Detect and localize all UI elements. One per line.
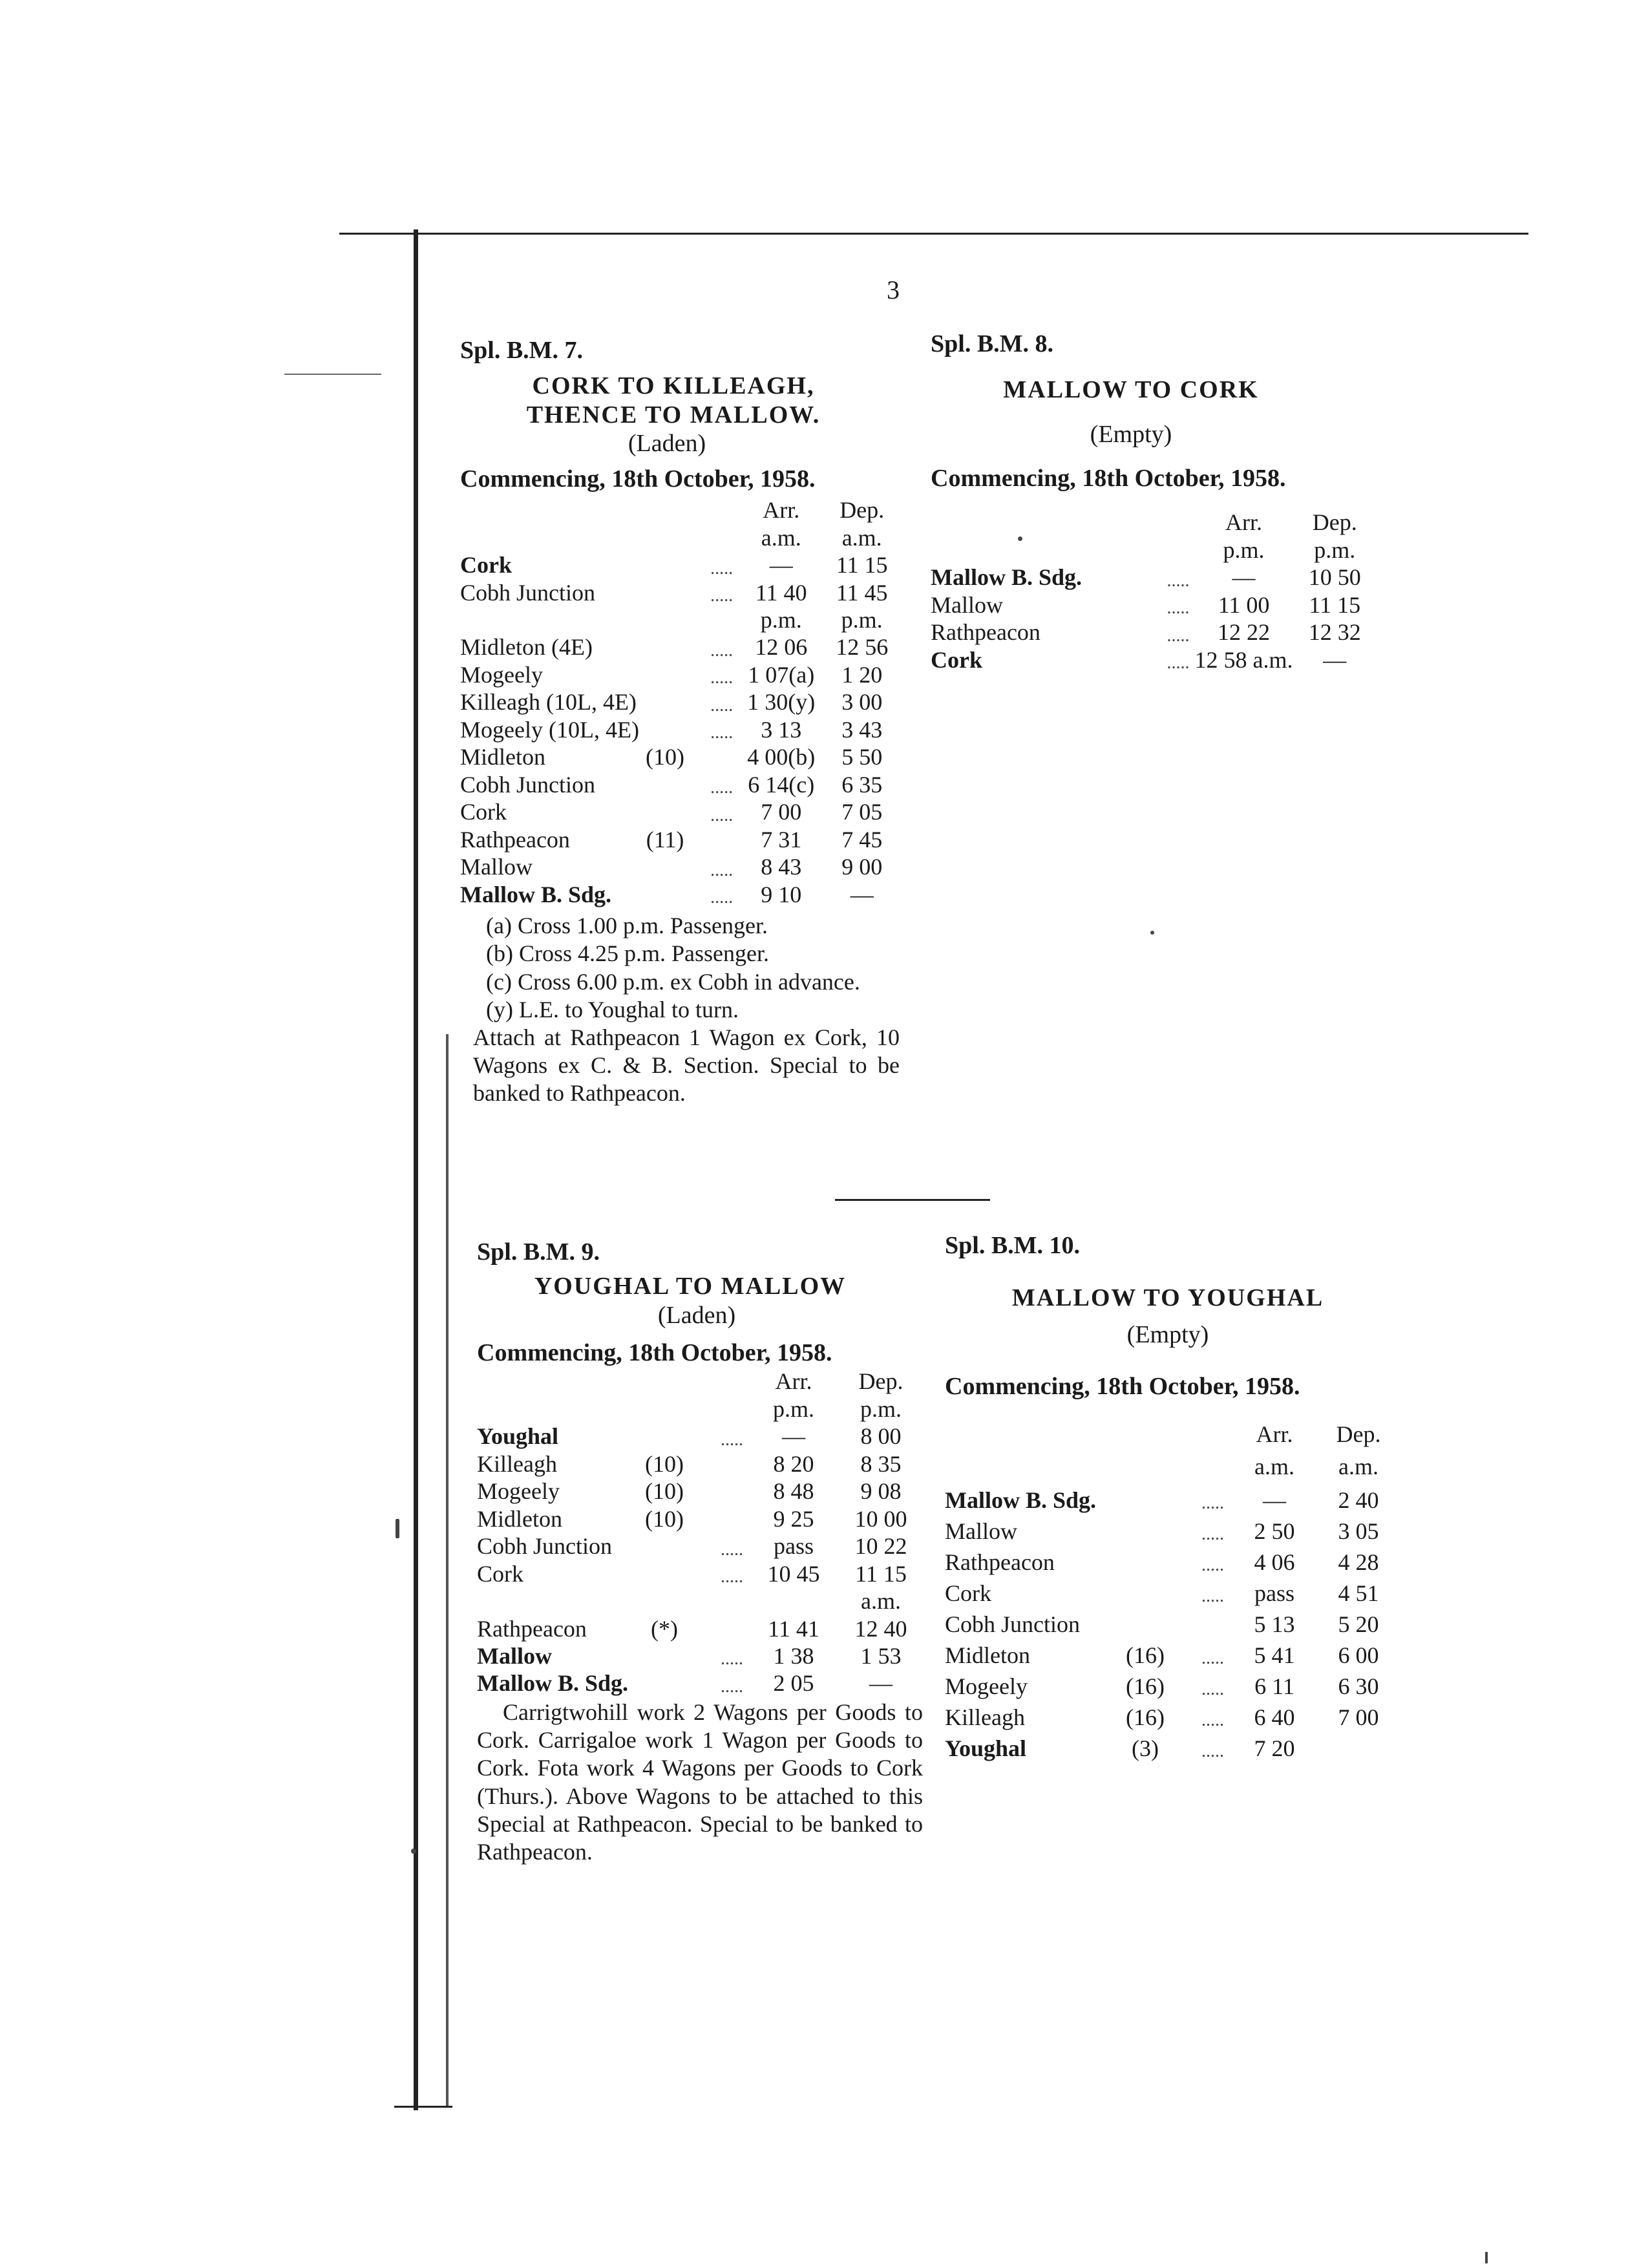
arr-time: 7 31 xyxy=(761,826,802,853)
leader-dots: ..... xyxy=(710,585,734,606)
arr-time xyxy=(748,1587,839,1615)
table-row xyxy=(945,1638,1397,1669)
station-name: Midleton xyxy=(477,1505,562,1532)
dep-time: 4 51 xyxy=(1338,1580,1379,1606)
dep-time: 9 08 xyxy=(860,1478,902,1505)
dep-time: 1 20 xyxy=(841,661,883,688)
column-header-row xyxy=(477,1368,923,1395)
station-ref xyxy=(1124,591,1137,619)
dep-unit: p.m. xyxy=(1314,536,1356,563)
station-ref: (3) xyxy=(1132,1735,1159,1761)
arr-time: pass xyxy=(774,1533,814,1560)
arr-time: 1 30(y) xyxy=(747,689,816,715)
dep-time: 6 00 xyxy=(1338,1642,1379,1668)
station-ref xyxy=(1124,619,1137,646)
dep-time: 12 40 xyxy=(854,1615,907,1642)
unit-row xyxy=(931,536,1377,564)
timetable xyxy=(477,1368,923,1697)
dep-time xyxy=(1320,1731,1397,1762)
table-row xyxy=(477,1587,923,1615)
dep-time: 11 45 xyxy=(836,579,888,606)
station-ref xyxy=(1124,564,1137,591)
arr-time: 10 45 xyxy=(767,1560,820,1587)
page-number: 3 xyxy=(887,275,900,304)
station-ref xyxy=(639,633,691,661)
leader-dots: ..... xyxy=(710,695,734,715)
station-ref: (10) xyxy=(645,1450,684,1477)
arr-time: 1 07(a) xyxy=(748,661,815,688)
left-margin-rule-inner xyxy=(446,1034,449,2107)
arr-unit: a.m. xyxy=(1254,1453,1294,1479)
arr-time: 4 06 xyxy=(1254,1549,1295,1575)
station-ref: (10) xyxy=(645,1478,684,1505)
unit-row xyxy=(460,524,900,551)
table-row xyxy=(460,826,900,853)
section-bm9 xyxy=(477,1238,929,1866)
dep-time: 3 00 xyxy=(841,689,883,715)
dep-time: 7 05 xyxy=(841,799,883,825)
commencing-date: Commencing, 18th October, 1958. xyxy=(477,1339,832,1367)
dep-time: 3 43 xyxy=(841,716,883,743)
arr-unit: p.m. xyxy=(772,1395,814,1422)
station-name: Rathpeacon xyxy=(460,826,570,853)
arr-time: — xyxy=(1263,1487,1286,1513)
note-line: (a) Cross 1.00 p.m. Passenger. xyxy=(486,913,768,939)
leader-dots: ..... xyxy=(1167,625,1190,646)
station-name: Mallow xyxy=(477,1643,552,1669)
dep-time: 8 00 xyxy=(860,1423,902,1450)
arr-time: 6 40 xyxy=(1254,1704,1295,1730)
arr-header: Arr. xyxy=(775,1368,812,1395)
table-row xyxy=(460,716,900,743)
commencing-date: Commencing, 18th October, 1958. xyxy=(460,465,816,493)
dep-time: 6 35 xyxy=(841,771,883,798)
section-bm10 xyxy=(945,1231,1436,1762)
station-name: Cork xyxy=(460,799,507,825)
arr-time: 12 58 a.m. xyxy=(1194,646,1293,673)
scan-speck xyxy=(411,1849,416,1854)
station-name xyxy=(477,1587,632,1615)
leader-dots: ..... xyxy=(1201,1710,1224,1731)
table-row xyxy=(477,1505,923,1532)
section-code: Spl. B.M. 10. xyxy=(945,1232,1081,1259)
station-name: Rathpeacon xyxy=(477,1615,587,1642)
table-row xyxy=(945,1700,1397,1731)
commencing-date: Commencing, 18th October, 1958. xyxy=(945,1373,1300,1401)
arr-header: Arr. xyxy=(1225,509,1263,536)
leader-dots: ..... xyxy=(1201,1493,1224,1514)
leader-dots: ..... xyxy=(1167,653,1190,673)
dep-header: Dep. xyxy=(1336,1421,1381,1447)
station-name: Cobh Junction xyxy=(477,1533,613,1560)
leader-dots: ..... xyxy=(1201,1679,1224,1700)
table-row xyxy=(460,579,900,606)
leader-dots: ..... xyxy=(721,1567,743,1587)
table-row xyxy=(460,606,900,633)
table-row xyxy=(945,1576,1397,1607)
arr-time: 8 48 xyxy=(773,1478,814,1505)
dep-time: 8 35 xyxy=(860,1450,902,1477)
section-code: Spl. B.M. 7. xyxy=(460,337,584,364)
arr-time: 2 05 xyxy=(773,1670,814,1697)
station-name: Cobh Junction xyxy=(945,1611,1081,1637)
section-title xyxy=(931,376,1331,405)
station-name: Mallow xyxy=(931,591,1003,618)
arr-unit: a.m. xyxy=(761,524,801,551)
station-name: Mogeely xyxy=(460,661,543,688)
station-name: Youghal xyxy=(945,1735,1027,1761)
section-title-line: THENCE TO MALLOW. xyxy=(526,401,821,429)
arr-header: Arr. xyxy=(1256,1421,1293,1447)
station-name: Cork xyxy=(931,646,982,673)
leader-dots: ..... xyxy=(1201,1555,1224,1576)
column-header-row xyxy=(460,496,900,524)
dep-time: 5 20 xyxy=(1338,1611,1379,1637)
station-name: Midleton xyxy=(460,744,545,770)
station-ref xyxy=(1119,1545,1171,1576)
table-row xyxy=(945,1731,1397,1762)
section-title xyxy=(434,372,913,430)
station-name: Mogeely xyxy=(945,1673,1028,1699)
station-name: Mallow B. Sdg. xyxy=(931,564,1083,591)
station-ref: (10) xyxy=(646,744,685,770)
station-name xyxy=(460,606,639,633)
dep-time: a.m. xyxy=(861,1588,901,1615)
station-name: Cork xyxy=(945,1580,991,1606)
arr-time: 3 13 xyxy=(761,716,802,743)
station-ref xyxy=(1119,1480,1171,1514)
arr-time: 12 22 xyxy=(1218,619,1271,646)
arr-time: 9 25 xyxy=(773,1505,814,1532)
table-row xyxy=(477,1423,923,1450)
station-name: Midleton xyxy=(945,1642,1030,1668)
arr-time: 1 38 xyxy=(773,1643,814,1669)
section-divider xyxy=(835,1199,990,1201)
leader-dots: ..... xyxy=(1167,570,1190,591)
unit-row xyxy=(945,1448,1397,1480)
timetable xyxy=(945,1415,1397,1762)
station-name: Cork xyxy=(460,552,512,578)
note-line: (b) Cross 4.25 p.m. Passenger. xyxy=(486,940,769,967)
leader-dots: ..... xyxy=(721,1429,743,1450)
dep-unit: a.m. xyxy=(1338,1453,1379,1479)
dep-time: 11 15 xyxy=(836,552,888,578)
leader-dots: ..... xyxy=(710,778,734,798)
table-row xyxy=(477,1560,923,1587)
arr-header: Arr. xyxy=(763,497,800,524)
station-ref: (16) xyxy=(1126,1673,1165,1699)
table-row xyxy=(460,743,900,770)
table-row xyxy=(477,1615,923,1642)
station-name: Killeagh xyxy=(477,1450,557,1477)
unit-row xyxy=(477,1395,923,1423)
station-ref xyxy=(632,1532,697,1560)
dep-header: Dep. xyxy=(1312,509,1357,536)
station-ref xyxy=(639,716,691,743)
section-notes xyxy=(477,1699,923,1866)
table-row xyxy=(945,1480,1397,1514)
scan-speck xyxy=(396,1519,399,1538)
section-notes xyxy=(460,912,900,1107)
arr-time: — xyxy=(769,552,793,578)
table-row xyxy=(460,798,900,825)
table-row xyxy=(931,591,1377,619)
station-ref xyxy=(1119,1576,1171,1607)
arr-time: 5 13 xyxy=(1254,1611,1295,1637)
arr-time: 7 00 xyxy=(761,799,802,825)
dep-header: Dep. xyxy=(840,497,885,524)
station-ref xyxy=(639,798,691,825)
dep-time: — xyxy=(1323,646,1347,673)
station-name: Mallow xyxy=(460,854,533,880)
section-subtitle: (Empty) xyxy=(1090,420,1172,448)
dep-time: 10 50 xyxy=(1308,564,1361,591)
dep-time: 5 50 xyxy=(841,744,883,770)
station-ref xyxy=(639,853,691,880)
station-ref xyxy=(639,579,691,606)
arr-time: 7 20 xyxy=(1254,1735,1295,1761)
table-row xyxy=(477,1478,923,1505)
station-name: Mallow xyxy=(945,1518,1017,1544)
note-line: (c) Cross 6.00 p.m. ex Cobh in advance. xyxy=(486,968,860,995)
section-bm7 xyxy=(460,336,913,1107)
timetable xyxy=(931,509,1377,673)
table-row xyxy=(477,1450,923,1478)
leader-dots: ..... xyxy=(721,1539,743,1560)
leader-dots: ..... xyxy=(710,887,734,908)
station-ref xyxy=(639,606,691,633)
column-header-row xyxy=(945,1415,1397,1448)
arr-unit: p.m. xyxy=(1223,536,1265,563)
note-line: Carrigtwohill work 2 Wagons per Goods to Cork. Carrigaloe work 1 Wagon per Goods to Cork. Fota work 4 Wagons per Goods to Cork (Thurs.). Above Wagons to be attached to this Special at Rathpeacon. Special to be banked to Rathpeacon. xyxy=(477,1699,923,1865)
arr-time: — xyxy=(1232,564,1256,591)
dep-time: 12 32 xyxy=(1308,619,1361,646)
table-row xyxy=(460,881,900,908)
station-name: Cobh Junction xyxy=(460,579,596,606)
station-ref xyxy=(632,1669,697,1697)
arr-time: 2 50 xyxy=(1254,1518,1295,1544)
section-subtitle: (Empty) xyxy=(1126,1320,1209,1348)
station-name: Rathpeacon xyxy=(931,619,1041,646)
station-name: Mallow B. Sdg. xyxy=(945,1487,1097,1513)
dep-time: 2 40 xyxy=(1338,1487,1379,1513)
dep-time: 7 00 xyxy=(1338,1704,1379,1730)
arr-time: pass xyxy=(1254,1580,1294,1606)
table-row xyxy=(477,1642,923,1669)
station-name: Youghal xyxy=(477,1423,559,1450)
arr-time: 8 20 xyxy=(773,1450,814,1477)
section-title-line: MALLOW TO YOUGHAL xyxy=(1011,1284,1324,1311)
station-name: Rathpeacon xyxy=(945,1549,1055,1575)
arr-time: 11 00 xyxy=(1218,591,1270,618)
leader-dots: ..... xyxy=(1201,1648,1224,1669)
table-row xyxy=(945,1514,1397,1545)
station-name: Mallow B. Sdg. xyxy=(477,1670,629,1697)
dep-time: 10 22 xyxy=(854,1533,907,1560)
dep-time: 10 00 xyxy=(854,1505,907,1532)
station-name: Cork xyxy=(477,1560,523,1587)
station-ref xyxy=(639,771,691,798)
dep-time: p.m. xyxy=(841,607,883,633)
leader-dots: ..... xyxy=(710,558,734,578)
leader-dots: ..... xyxy=(710,805,734,825)
station-name: Mogeely xyxy=(477,1478,560,1505)
dep-time: 4 28 xyxy=(1338,1549,1379,1575)
station-ref xyxy=(1119,1514,1171,1545)
table-row xyxy=(945,1545,1397,1576)
top-rule xyxy=(339,233,1528,235)
leader-dots: ..... xyxy=(721,1676,743,1697)
arr-time: 11 41 xyxy=(768,1615,819,1642)
note-line: Attach at Rathpeacon 1 Wagon ex Cork, 10 Wagons ex C. & B. Section. Special to be banked to Rathpeacon. xyxy=(473,1024,900,1107)
station-name: Killeagh xyxy=(945,1704,1025,1730)
table-row xyxy=(460,661,900,688)
arr-time: 9 10 xyxy=(761,881,802,907)
dep-time: 7 45 xyxy=(841,826,883,853)
arr-time: — xyxy=(782,1423,805,1450)
arr-time: 4 00(b) xyxy=(747,744,816,770)
leader-dots: ..... xyxy=(710,860,734,880)
section-bm8 xyxy=(931,330,1422,673)
leader-dots: ..... xyxy=(1167,598,1190,619)
arr-time: 5 41 xyxy=(1254,1642,1295,1668)
section-title-line: CORK TO KILLEAGH, xyxy=(532,372,815,399)
dep-time: 11 15 xyxy=(1309,591,1361,618)
station-ref xyxy=(639,688,691,715)
station-ref: (16) xyxy=(1126,1642,1165,1668)
dep-header: Dep. xyxy=(858,1368,903,1395)
section-title-line: YOUGHAL TO MALLOW xyxy=(534,1272,847,1300)
station-name: Cobh Junction xyxy=(460,771,596,798)
table-row xyxy=(931,646,1377,673)
leader-dots: ..... xyxy=(1201,1524,1224,1545)
leader-dots: ..... xyxy=(721,1649,743,1669)
dep-unit: p.m. xyxy=(860,1395,902,1422)
table-row xyxy=(931,564,1377,591)
station-ref: (10) xyxy=(645,1505,684,1532)
dep-time: 12 56 xyxy=(836,634,889,661)
station-ref: (16) xyxy=(1126,1704,1165,1730)
leader-dots: ..... xyxy=(1201,1741,1224,1762)
station-name: Mallow B. Sdg. xyxy=(460,881,612,907)
table-row xyxy=(460,551,900,578)
station-ref xyxy=(632,1642,697,1669)
station-ref: (*) xyxy=(651,1615,678,1642)
dep-time: 1 53 xyxy=(860,1643,902,1669)
table-row xyxy=(477,1669,923,1697)
arr-time: p.m. xyxy=(760,607,802,633)
scan-speck xyxy=(1485,2252,1488,2263)
section-subtitle: (Laden) xyxy=(628,430,706,458)
column-header-row xyxy=(931,509,1377,536)
section-code: Spl. B.M. 9. xyxy=(477,1238,600,1266)
arr-time: 8 43 xyxy=(761,854,802,880)
arr-time: 6 11 xyxy=(1254,1673,1294,1699)
station-ref xyxy=(639,881,691,908)
dep-time: 11 15 xyxy=(855,1560,907,1587)
section-title xyxy=(470,1272,910,1301)
note-line: (y) L.E. to Youghal to turn. xyxy=(486,996,739,1023)
table-row xyxy=(477,1532,923,1560)
dep-time: 3 05 xyxy=(1338,1518,1379,1544)
table-row xyxy=(460,853,900,880)
table-row xyxy=(460,688,900,715)
leader-dots: ..... xyxy=(710,723,734,743)
leader-dots: ..... xyxy=(710,668,734,688)
dep-time: — xyxy=(869,1670,893,1697)
timetable xyxy=(460,496,900,908)
station-name: Midleton (4E) xyxy=(460,634,593,661)
station-ref xyxy=(639,551,691,578)
section-code: Spl. B.M. 8. xyxy=(931,330,1054,357)
bottom-rule xyxy=(394,2106,452,2108)
section-title xyxy=(945,1284,1391,1313)
leader-dots: ..... xyxy=(710,640,734,661)
station-ref xyxy=(632,1560,697,1587)
station-name: Mogeely (10L, 4E) xyxy=(460,716,639,743)
table-row xyxy=(460,633,900,661)
dep-time: — xyxy=(850,881,874,907)
table-row xyxy=(945,1669,1397,1700)
station-ref: (11) xyxy=(646,826,684,853)
table-row xyxy=(945,1607,1397,1638)
section-title-line: MALLOW TO CORK xyxy=(1003,376,1259,403)
dep-time: 6 30 xyxy=(1338,1673,1379,1699)
dep-time: 9 00 xyxy=(841,854,883,880)
station-ref xyxy=(1124,646,1137,673)
dep-unit: a.m. xyxy=(841,524,882,551)
section-subtitle: (Laden) xyxy=(657,1301,736,1329)
station-name: Killeagh (10L, 4E) xyxy=(460,689,637,715)
station-ref xyxy=(632,1587,697,1615)
left-margin-rule xyxy=(414,229,418,2110)
leader-dots: ..... xyxy=(1201,1586,1224,1607)
arr-time: 11 40 xyxy=(755,579,807,606)
arr-time: 6 14(c) xyxy=(748,771,815,798)
table-row xyxy=(460,771,900,798)
station-ref xyxy=(1119,1607,1171,1638)
scan-speck xyxy=(1150,931,1154,935)
table-row xyxy=(931,619,1377,646)
commencing-date: Commencing, 18th October, 1958. xyxy=(931,465,1286,493)
station-ref xyxy=(639,661,691,688)
station-ref xyxy=(632,1423,697,1450)
arr-time: 12 06 xyxy=(755,634,808,661)
side-dash xyxy=(284,374,381,375)
